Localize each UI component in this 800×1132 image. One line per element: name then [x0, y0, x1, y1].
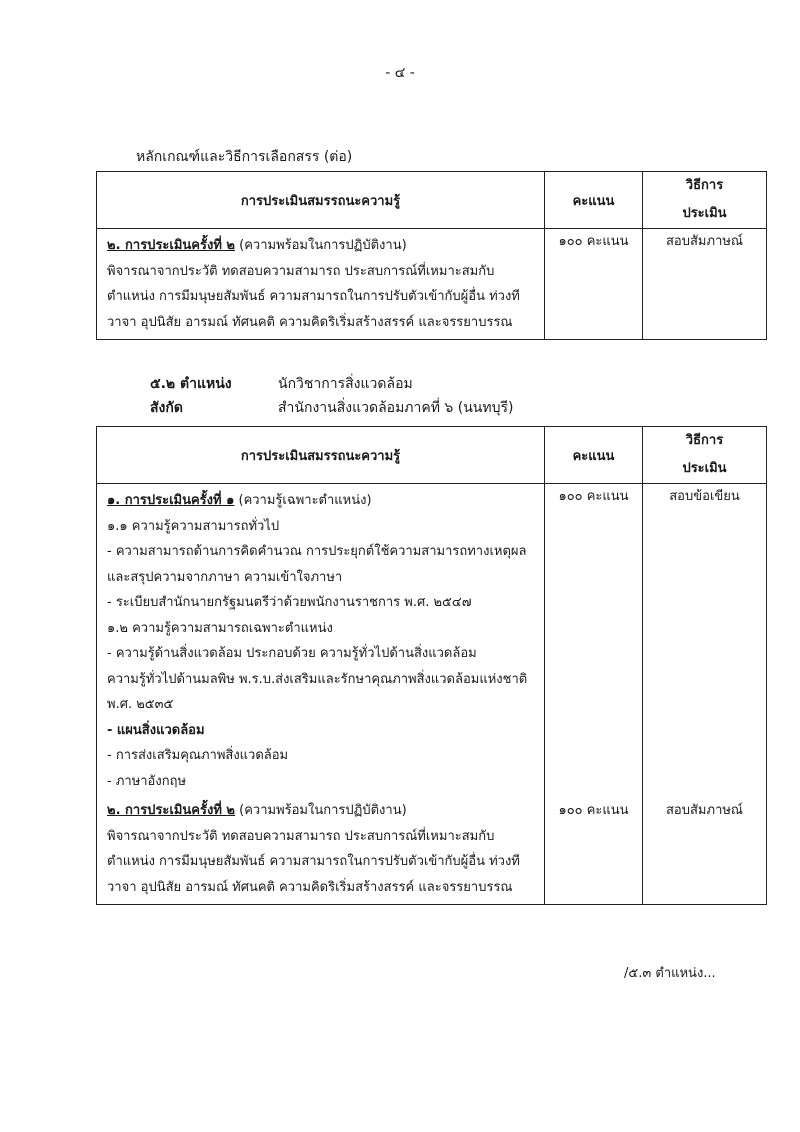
position-value: นักวิชาการสิ่งแวดล้อม [278, 376, 413, 392]
assessment-line: ๑.๑ ความรู้ความสามารถทั่วไป [107, 518, 280, 534]
assessment-line: - แผนสิ่งแวดล้อม [107, 722, 205, 738]
assessment-heading [107, 798, 534, 824]
header-method [643, 427, 767, 484]
affiliation-value: สำนักงานสิ่งแวดล้อมภาคที่ ๖ (นนทบุรี) [278, 400, 514, 416]
affiliation-label: สังกัด [150, 400, 183, 416]
score-cell: ๑๐๐ คะแนน [545, 229, 643, 340]
method-cell: สอบสัมภาษณ์ [643, 229, 767, 340]
assessment-heading-suffix: (ความพร้อมในการปฏิบัติงาน) [235, 238, 407, 253]
header-method-line2: ประเมิน [682, 461, 727, 476]
position-block [150, 372, 513, 420]
assessment-line: วาจา อุปนิสัย อารมณ์ ทัศนคติ ความคิดริเริ่มสร้างสรรค์ และจรรยาบรรณ [107, 314, 513, 330]
header-score: คะแนน [545, 427, 643, 484]
assessment-line: - ภาษาอังกฤษ [107, 773, 187, 789]
assessment-heading-title: ๑. การประเมินครั้งที่ ๑ [107, 493, 235, 508]
assessment-line: ความรู้ทั่วไปด้านมลพิษ พ.ร.บ.ส่งเสริมและรักษาคุณภาพสิ่งแวดล้อมแห่งชาติ [107, 671, 528, 687]
table-row [97, 229, 767, 340]
assessment-line: ตำแหน่ง การมีมนุษยสัมพันธ์ ความสามารถในการปรับตัวเข้ากับผู้อื่น ท่วงที [107, 854, 520, 869]
header-score: คะแนน [545, 172, 643, 229]
method-cell: สอบสัมภาษณ์ [643, 798, 767, 905]
assessment-line: - ระเบียบสำนักนายกรัฐมนตรีว่าด้วยพนักงานราชการ พ.ศ. ๒๕๔๗ [107, 595, 472, 610]
page-number: - ๔ - [385, 65, 415, 81]
header-method [643, 172, 767, 229]
assessment-line: ๑.๒ ความรู้ความสามารถเฉพาะตำแหน่ง [107, 620, 333, 636]
assessment-heading-title: ๒. การประเมินครั้งที่ ๒ [107, 238, 235, 253]
criteria-table-2 [96, 426, 767, 905]
assessment-heading [107, 233, 534, 259]
header-method-line1: วิธีการ [685, 433, 724, 448]
table-row [97, 484, 767, 799]
header-assessment: การประเมินสมรรถนะความรู้ [97, 172, 545, 229]
assessment-cell [97, 484, 545, 799]
table-header-row [97, 427, 767, 484]
table-row [97, 798, 767, 905]
assessment-heading-suffix: (ความรู้เฉพาะตำแหน่ง) [234, 493, 372, 508]
criteria-title: หลักเกณฑ์และวิธีการเลือกสรร (ต่อ) [136, 149, 353, 165]
assessment-line: พิจารณาจากประวัติ ทดสอบความสามารถ ประสบการณ์ที่เหมาะสมกับ [107, 263, 495, 279]
header-method-line2: ประเมิน [682, 206, 727, 221]
assessment-line: ตำแหน่ง การมีมนุษยสัมพันธ์ ความสามารถในการปรับตัวเข้ากับผู้อื่น ท่วงที [107, 289, 520, 304]
header-assessment: การประเมินสมรรถนะความรู้ [97, 427, 545, 484]
assessment-line: พ.ศ. ๒๕๓๕ [107, 697, 174, 712]
table-header-row [97, 172, 767, 229]
assessment-cell [97, 229, 545, 340]
criteria-table-1 [96, 171, 767, 340]
assessment-cell [97, 798, 545, 905]
assessment-line: - ความสามารถด้านการคิดคำนวณ การประยุกต์ใช้ความสามารถทางเหตุผล [107, 544, 527, 559]
position-label: ๕.๒ ตำแหน่ง [150, 376, 232, 392]
assessment-line: วาจา อุปนิสัย อารมณ์ ทัศนคติ ความคิดริเริ่มสร้างสรรค์ และจรรยาบรรณ [107, 879, 513, 895]
score-cell: ๑๐๐ คะแนน [545, 798, 643, 905]
assessment-line: พิจารณาจากประวัติ ทดสอบความสามารถ ประสบการณ์ที่เหมาะสมกับ [107, 828, 495, 844]
assessment-heading-suffix: (ความพร้อมในการปฏิบัติงาน) [235, 803, 407, 818]
assessment-heading [107, 488, 534, 514]
assessment-heading-title: ๒. การประเมินครั้งที่ ๒ [107, 803, 235, 818]
score-cell: ๑๐๐ คะแนน [545, 484, 643, 799]
method-cell: สอบข้อเขียน [643, 484, 767, 799]
header-method-line1: วิธีการ [685, 178, 724, 193]
assessment-line: - การส่งเสริมคุณภาพสิ่งแวดล้อม [107, 748, 289, 763]
footer-continuation: /๕.๓ ตำแหน่ง... [624, 966, 716, 981]
assessment-line: และสรุปความจากภาษา ความเข้าใจภาษา [107, 569, 343, 585]
assessment-line: - ความรู้ด้านสิ่งแวดล้อม ประกอบด้วย ความรู้ทั่วไปด้านสิ่งแวดล้อม [107, 646, 477, 661]
